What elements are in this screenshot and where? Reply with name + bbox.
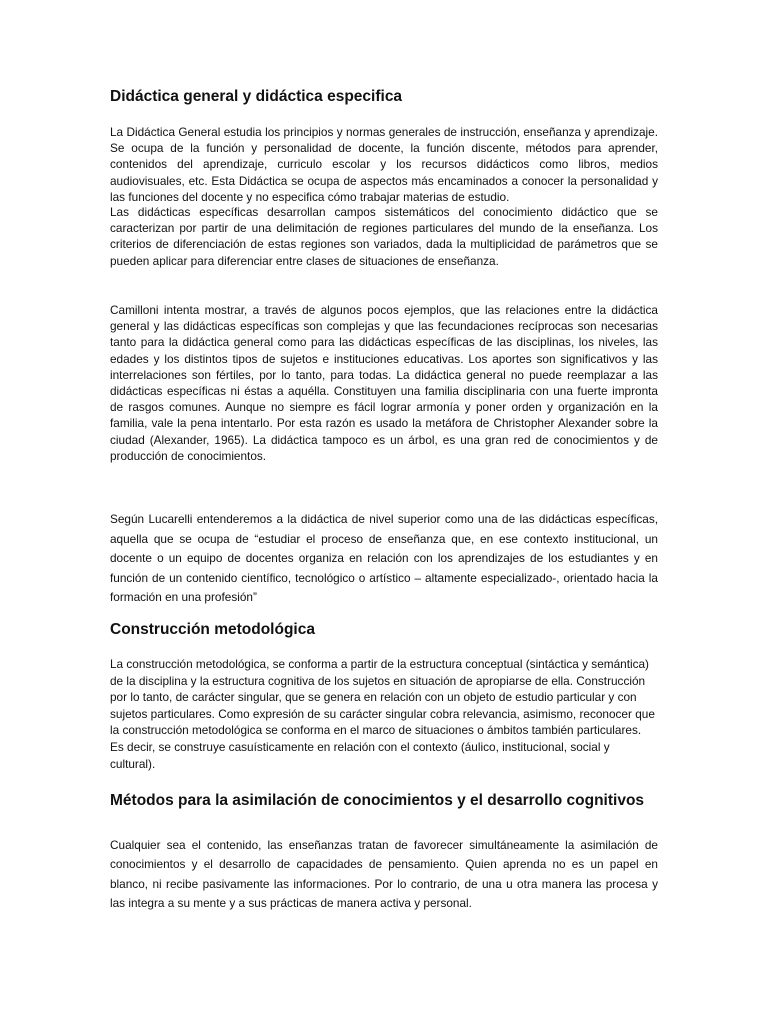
paragraph-didactica-general: La Didáctica General estudia los principios y normas generales de instrucción, enseñanza y aprendizaje. Se ocupa de la función y personalidad de docente, la función discente, métodos para aprender, contenidos del aprendizaje, curriculo escolar y los recursos didácticos como libros, medios audiovisuales, etc. Esta Didáctica se ocupa de aspectos más encaminados a conocer la personalidad y las funciones del docente y no especifica cómo trabajar materias de estudio.	[110, 125, 658, 204]
paragraph-camilloni: Camilloni intenta mostrar, a través de algunos pocos ejemplos, que las relaciones entre la didáctica general y las didácticas específicas son complejas y que las fecundaciones recíprocas son necesarias tanto para la didáctica general como para las didácticas específicas de las disciplinas, los niveles, las edades y los distintos tipos de sujetos e instituciones educativas. Los aportes son significativos y las interrelaciones son fértiles, por lo tanto, para todas. La didáctica general no puede reemplazar a las didácticas específicas ni éstas a aquélla. Constituyen una familia disciplinaria con una fuerte impronta de rasgos comunes. Aunque no siempre es fácil lograr armonía y poner orden y organización en la familia, vale la pena intentarlo. Por esta razón es usado la metáfora de Christopher Alexander sobre la ciudad (Alexander, 1965). La didáctica tampoco es un árbol, es una gran red de conocimientos y de producción de conocimientos.	[110, 303, 658, 463]
paragraph-metodos: Cualquier sea el contenido, las enseñanzas tratan de favorecer simultáneamente la asimilación de conocimientos y el desarrollo de capacidades de pensamiento. Quien aprenda no es un papel en blanco, ni recibe pasivamente las informaciones. Por lo contrario, de una u otra manera las procesa y las integra a su mente y a sus prácticas de manera activa y personal.	[110, 838, 658, 911]
paragraph-construccion-metodologica: La construcción metodológica, se conforma a partir de la estructura conceptual (sintáctica y semántica) de la disciplina y la estructura cognitiva de los sujetos en situación de apropiarse de ella. Construcción por lo tanto, de carácter singular, que se genera en relación con un objeto de estudio particular y con sujetos particulares. Como expresión de su carácter singular cobra relevancia, asimismo, reconocer que la construcción metodológica se conforma en el marco de situaciones o ámbitos también particulares. Es decir, se construye casuísticamente en relación con el contexto (áulico, institucional, social y cultural).	[110, 657, 655, 771]
paragraph-didacticas-especificas: Las didácticas específicas desarrollan campos sistemáticos del conocimiento didáctico que se caracterizan por partir de una delimitación de regiones particulares del mundo de la enseñanza. Los criterios de diferenciación de estas regiones son variados, dada la multiplicidad de parámetros que se pueden aplicar para diferenciar entre clases de situaciones de enseñanza.	[110, 205, 658, 268]
section-heading-metodos: Métodos para la asimilación de conocimientos y el desarrollo cognitivos	[110, 792, 645, 809]
section-heading-didactica: Didáctica general y didáctica especifica	[110, 88, 403, 105]
paragraph-lucarelli: Según Lucarelli entenderemos a la didáctica de nivel superior como una de las didácticas específicas, aquella que se ocupa de “estudiar el proceso de enseñanza que, en ese contexto institucional, un docente o un equipo de docentes organiza en relación con los aprendizajes de los estudiantes y en función de un contenido científico, tecnológico o artístico – altamente especializado-, orientado hacia la formación en una profesión”	[110, 512, 658, 605]
section-heading-construccion: Construcción metodológica	[110, 621, 315, 638]
